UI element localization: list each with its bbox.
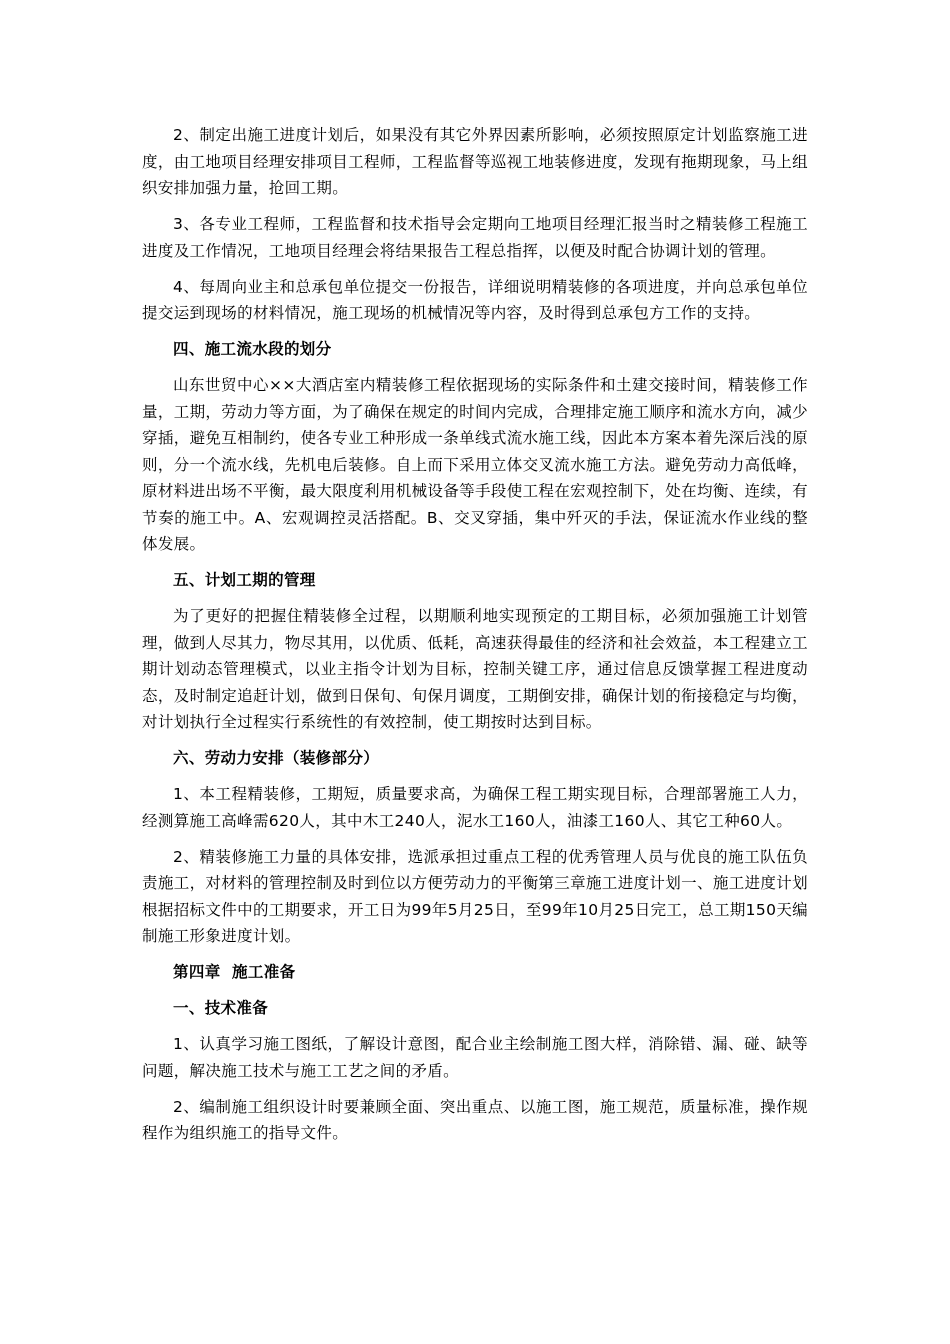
paragraph-schedule-management: 为了更好的把握住精装修全过程，以期顺利地实现预定的工期目标，必须加强施工计划管理，做到人尽其力，物尽其用，以优质、低耗，高速获得最佳的经济和社会效益，本工程建立工期计划动态管理模式，以业主指令计划为目标，控制关键工序，通过信息反馈掌握工程进度动态，及时制定追赶计划，做到日保旬、旬保月调度，工期倒安排，确保计划的衔接稳定与均衡，对计划执行全过程实行系统性的有效控制，使工期按时达到目标。: [142, 607, 808, 731]
paragraph-organization-design: 2、编制施工组织设计时要兼顾全面、突出重点、以施工图，施工规范，质量标准，操作规程作为组织施工的指导文件。: [142, 1097, 808, 1142]
paragraph-engineer-reporting: 3、各专业工程师，工程监督和技术指导会定期向工地项目经理汇报当时之精装修工程施工进度及工作情况，工地项目经理会将结果报告工程总指挥，以便及时配合协调计划的管理。: [142, 215, 808, 260]
document-page: [142, 122, 808, 1156]
paragraph-labor-details: 2、精装修施工力量的具体安排，选派承担过重点工程的优秀管理人员与优良的施工队伍负责施工，对材料的管理控制及时到位以方便劳动力的平衡第三章施工进度计划一、施工进度计划根据招标文件中的工期要求，开工日为99年5月25日，至99年10月25日完工，总工期150天编制施工形象进度计划。: [142, 847, 809, 945]
section-heading-technical-preparation: 一、技术准备: [173, 999, 269, 1017]
paragraph-labor-count: 1、本工程精装修，工期短，质量要求高，为确保工程工期实现目标，合理部署施工人力，经测算施工高峰需620人，其中木工240人，泥水工160人，油漆工160人、其它工种60人。: [142, 785, 808, 830]
chapter-heading-construction-preparation: 第四章 施工准备: [173, 963, 296, 981]
section-heading-schedule-management: 五、计划工期的管理: [173, 571, 316, 589]
paragraph-flow-segments: 山东世贸中心××大酒店室内精装修工程依据现场的实际条件和土建交接时间，精装修工作量，工期，劳动力等方面，为了确保在规定的时间内完成，合理排定施工顺序和流水方向，减少穿插，避免互相制约，使各专业工种形成一条单线式流水施工线，因此本方案本着先深后浅的原则，分一个流水线，先机电后装修。自上而下采用立体交叉流水施工方法。避免劳动力高低峰，原材料进出场不平衡，最大限度利用机械设备等手段使工程在宏观控制下，处在均衡、连续，有节奏的施工中。A、宏观调控灵活搭配。B、交叉穿插，集中歼灭的手法，保证流水作业线的整体发展。: [142, 376, 808, 553]
section-heading-labor-arrangement: 六、劳动力安排（装修部分）: [173, 749, 380, 767]
section-heading-flow-segments: 四、施工流水段的划分: [173, 340, 332, 358]
paragraph-study-drawings: 1、认真学习施工图纸，了解设计意图，配合业主绘制施工图大样，消除错、漏、碰、缺等问题，解决施工技术与施工工艺之间的矛盾。: [142, 1035, 808, 1080]
paragraph-progress-supervision: 2、制定出施工进度计划后，如果没有其它外界因素所影响，必须按照原定计划监察施工进度，由工地项目经理安排项目工程师，工程监督等巡视工地装修进度，发现有拖期现象，马上组织安排加强力量，抢回工期。: [142, 126, 808, 197]
paragraph-weekly-report: 4、每周向业主和总承包单位提交一份报告，详细说明精装修的各项进度，并向总承包单位提交运到现场的材料情况，施工现场的机械情况等内容，及时得到总承包方工作的支持。: [142, 277, 808, 322]
